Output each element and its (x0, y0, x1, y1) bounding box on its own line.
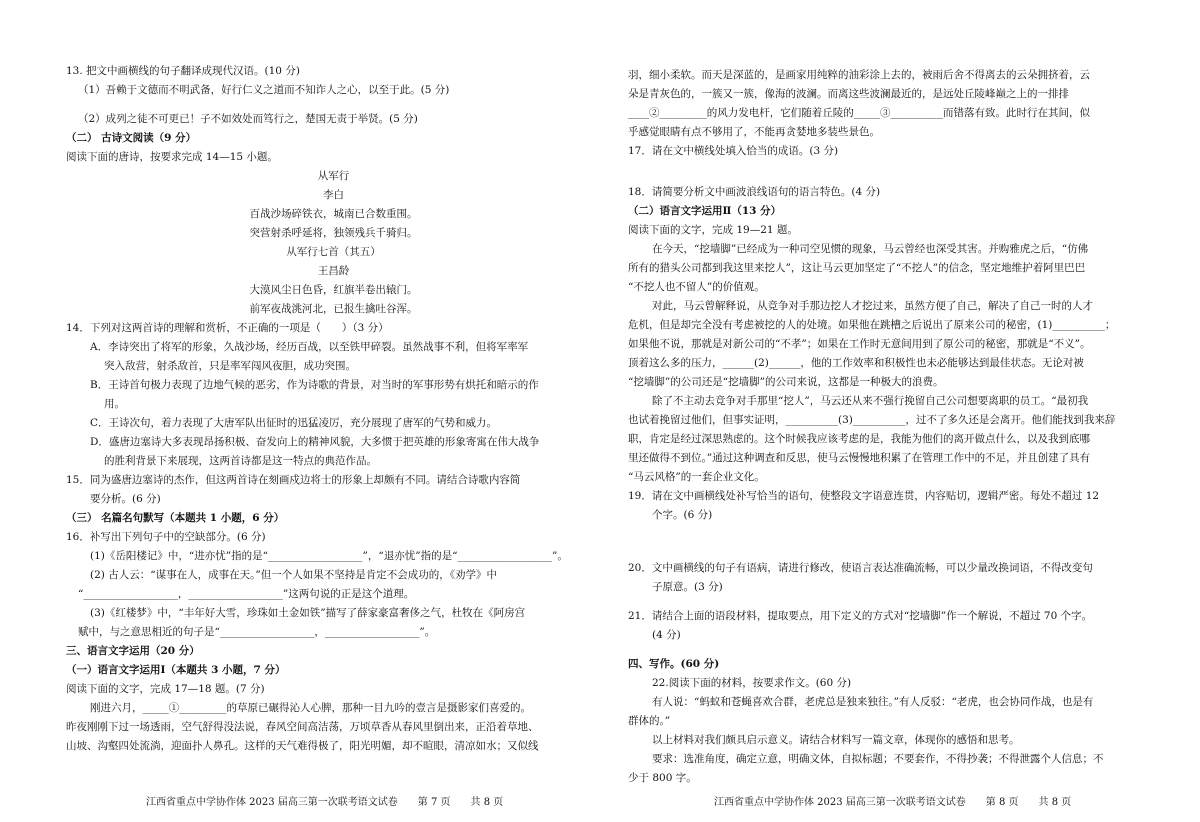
right-text-line: 也试着挽留过他们，但事实证明，__________(3)__________，过不了多久还是会离开。他们能找到我来辞 (628, 414, 1116, 426)
left-text-line: （2）成列之徒不可更已！子不如效处而笃行之，楚国无责于举贤。(5 分) (78, 113, 418, 125)
left-text-line: 大漠风尘日色昏，红旗半卷出辕门。 (249, 284, 418, 296)
right-text-line: 17．请在文中横线处填入恰当的成语。(3 分) (628, 145, 839, 157)
right-text-line: 个字。(6 分) (652, 509, 713, 521)
left-text-line (66, 100, 601, 110)
left-text-line: 三、语言文字运用（20 分） (66, 645, 200, 657)
left-text-line: A．李诗突出了将军的形象，久战沙场，经历百战，以至铁甲碎裂。虽然战事不利，但将军率军 (90, 341, 529, 353)
left-column (66, 62, 601, 756)
left-text-line: 16．补写出下列句子中的空缺部分。(6 分) (66, 531, 266, 543)
right-text-line (628, 645, 1163, 655)
left-text-line: 从军行七首（其五） (286, 246, 381, 258)
right-text-line (628, 597, 1163, 607)
right-text-line: “挖墙脚”的公司还是“挖墙脚”的公司来说，这都是一种极大的浪费。 (628, 376, 944, 388)
right-text-line: 20．文中画横线的句子有语病，请进行修改，使语言表达准确流畅，可以少量改换词语，不得改变句 (628, 562, 1093, 574)
right-text-line: “不挖人也不留人”的价值观。 (628, 281, 765, 293)
right-text-line: 所有的猎头公司都到我这里来挖人”，这让马云更加坚定了“不挖人”的信念，坚定地维护着阿里巴巴 (628, 262, 1086, 274)
right-text-line (628, 525, 1163, 559)
left-text-line: 山坡、沟壑四处流淌，迎面扑人鼻孔。这样的天气难得极了，阳光明媚，却不暄眼，清凉如水；又似线 (66, 740, 539, 752)
left-text-line: 前军夜战洮河北，已报生擒吐谷浑。 (249, 303, 418, 315)
footer-page-7: 江西省重点中学协作体 2023 届高三第一次联考语文试卷 第 7 页 共 8 页 (146, 797, 504, 808)
left-text-line: 阅读下面的唐诗，按要求完成 14—15 小题。 (66, 151, 278, 163)
left-text-line: 王昌龄 (317, 265, 350, 277)
right-text-line: 21．请结合上面的语段材料，提取要点，用下定义的方式对“挖墙脚”作一个解说，不超过 70 个字。 (628, 610, 1093, 622)
right-text-line: 里还做得不到位。”通过这种调查和反思，使马云慢慢地积累了在管理工作中的不足，并且创建了具有 (628, 452, 1091, 464)
left-text-line: D．盛唐边塞诗大多表现昂扬积极、奋发向上的精神风貌，大多惯于把英雄的形象寄寓在伟大战争 (90, 436, 540, 448)
left-text-line: 15．同为盛唐边塞诗的杰作，但这两首诗在刻画戍边将士的形象上却颇有不同。请结合诗歌内容简 (66, 474, 521, 486)
left-text-line: 昨夜刚刚下过一场透雨，空气舒得没法说，春风空间高洁荡，万顷草香从春风里倒出来，正沿着草地、 (66, 721, 539, 733)
footer-page-8: 江西省重点中学协作体 2023 届高三第一次联考语文试卷 第 8 页 共 8 页 (714, 797, 1072, 808)
left-text-line: （一）语言文字运用Ⅰ（本题共 3 小题，7 分） (66, 664, 286, 676)
right-text-line: 羽，细小柔软。而天是深蓝的，是画家用纯粹的油彩涂上去的，被雨后舍不得离去的云朵拥挤着，云 (628, 69, 1090, 81)
left-text-line: C．王诗次句，着力表现了大唐军队出征时的迅猛凌厉，充分展现了唐军的气势和威力。 (90, 417, 498, 429)
left-text-line: 阅读下面的文字，完成 17—18 题。(7 分) (66, 683, 265, 695)
left-text-line: 13. 把文中画横线的句子翻译成现代汉语。(10 分) (66, 65, 300, 77)
right-text-line: 阅读下面的文字，完成 19—21 题。 (628, 224, 798, 236)
left-text-line: 赋中，与之意思相近的句子是“__________________，__________________”。 (78, 626, 436, 638)
right-text-line: ____②_________的风力发电杆，它们随着丘陵的_____③__________而错落有致。此时行在其间，似 (628, 107, 1090, 119)
right-text-line: 18．请简要分析文中画波浪线语句的语言特色。(4 分) (628, 186, 881, 198)
left-text-line: (3)《红楼梦》中，“丰年好大雪，珍珠如土金如铁”描写了薛家豪富奢侈之气，杜牧在《阿房宫 (90, 607, 526, 619)
left-text-line: （1）吾赖于文德而不明武备，好行仁义之道而不知诈人之心，以至于此。(5 分) (78, 84, 450, 96)
right-text-line (628, 161, 1163, 183)
right-text-line: 19．请在文中画横线处补写恰当的语句，使整段文字语意连贯，内容贴切，逻辑严密。每处不超过 12 (628, 490, 1100, 502)
right-text-line: 22.阅读下面的材料，按要求作文。(60 分) (652, 677, 852, 689)
right-text-line: 四、写作。(60 分) (628, 658, 720, 670)
right-text-line: 顶着这么多的压力，______(2)______，他的工作效率和积极性也未必能够达到最佳状态。无论对被 (628, 357, 1084, 369)
left-text-line: (2) 古人云：“谋事在人，成事在天。”但一个人如果不坚持是肯定不会成功的，《劝学》中 (90, 569, 497, 581)
right-text-line: 如果他不说，那就是对新公司的“不孝”；如果在工作时无意间用到了原公司的秘密，那就是“不义”。 (628, 338, 1091, 350)
right-text-line: 子原意。(3 分) (652, 581, 723, 593)
right-column (628, 66, 1163, 788)
right-text-line: 以上材料对我们颇具启示意义。请结合材料写一篇文章，体现你的感悟和思考。 (652, 734, 1020, 746)
right-text-line: “马云风格”的一套企业文化。 (628, 471, 765, 483)
left-text-line: 突营射杀呼延将，独领残兵千骑归。 (249, 227, 418, 239)
left-text-line: 百战沙场碎铁衣，城南已合数重围。 (249, 208, 418, 220)
left-text-line: 刚进六月，_____①_________的草原已碾得沁人心脾，那种一目九吟的壹言是摄影家们喜爱的。 (90, 702, 531, 714)
left-text-line: （三） 名篇名句默写（本题共 1 小题，6 分） (66, 512, 285, 524)
left-text-line: 从军行 (317, 170, 350, 182)
right-text-line: 群体的。” (628, 715, 671, 727)
left-text-line: “__________________，__________________”这两句说的正是这个道理。 (78, 588, 415, 600)
left-text-line: 14．下列对这两首诗的理解和赏析，不正确的一项是（ ）（3 分） (66, 322, 389, 334)
left-text-line: 要分析。(6 分) (90, 493, 161, 505)
right-text-line: 除了不主动去竞争对手那里“挖人”，马云还从来不强行挽留自己公司想要离职的员工。“最初我 (652, 395, 1089, 407)
right-text-line: 少于 800 字。 (628, 772, 697, 784)
left-text-line: 李白 (323, 189, 344, 201)
right-text-line: （二）语言文字运用Ⅱ（13 分） (628, 205, 782, 217)
right-text-line: 乎感觉眼睛有点不够用了，不能再贪婪地多装些景色。 (628, 126, 880, 138)
left-text-line: (1)《岳阳楼记》中，“进亦忧”指的是“__________________”，“退亦忧”指的是“__________________”。 (90, 550, 568, 562)
right-text-line: 对此，马云曾解释说，从竞争对手那边挖人才挖过来，虽然方便了自己，解决了自己一时的人才 (652, 300, 1093, 312)
left-text-line: （二） 古诗文阅读（9 分） (66, 132, 197, 144)
right-text-line: 职，肯定是经过深思熟虑的。这个时候我应该考虑的是，我能为他们的离开做点什么，以及我到底哪 (628, 433, 1090, 445)
left-text-line: 突入敌营，射杀敌首，只是率军闯风夜胆，成功突围。 (104, 360, 356, 372)
right-text-line: 要求：选准角度，确定立意，明确文体，自拟标题；不要套作，不得抄袭；不得泄露个人信息；不 (652, 753, 1104, 765)
left-text-line: 用。 (104, 398, 125, 410)
right-text-line: 朵是青灰色的，一簇又一簇，像海的波澜。而离这些波澜最近的，是远处丘陵峰巅之上的一排排 (628, 88, 1069, 100)
left-text-line: B．王诗首句极力表现了边地气候的恶劣，作为诗歌的背景，对当时的军事形势有烘托和暗示的作 (90, 379, 539, 391)
left-text-line: 的胜利背景下来展现，这两首诗都是这一特点的典范作品。 (104, 455, 377, 467)
right-text-line: 在今天，“挖墙脚”已经成为一种司空见惯的现象，马云曾经也深受其害。并购雅虎之后，“仿佛 (652, 243, 1089, 255)
right-text-line: 危机，但是却完全没有考虑被挖的人的处境。如果他在跳槽之后说出了原来公司的秘密，(1)__________； (628, 319, 1116, 331)
right-text-line: 有人说：“蚂蚁和苍蝇喜欢合群，老虎总是独来独往。”有人反驳：“老虎，也会协同作战，也是有 (652, 696, 1094, 708)
right-text-line: (4 分) (652, 629, 681, 641)
